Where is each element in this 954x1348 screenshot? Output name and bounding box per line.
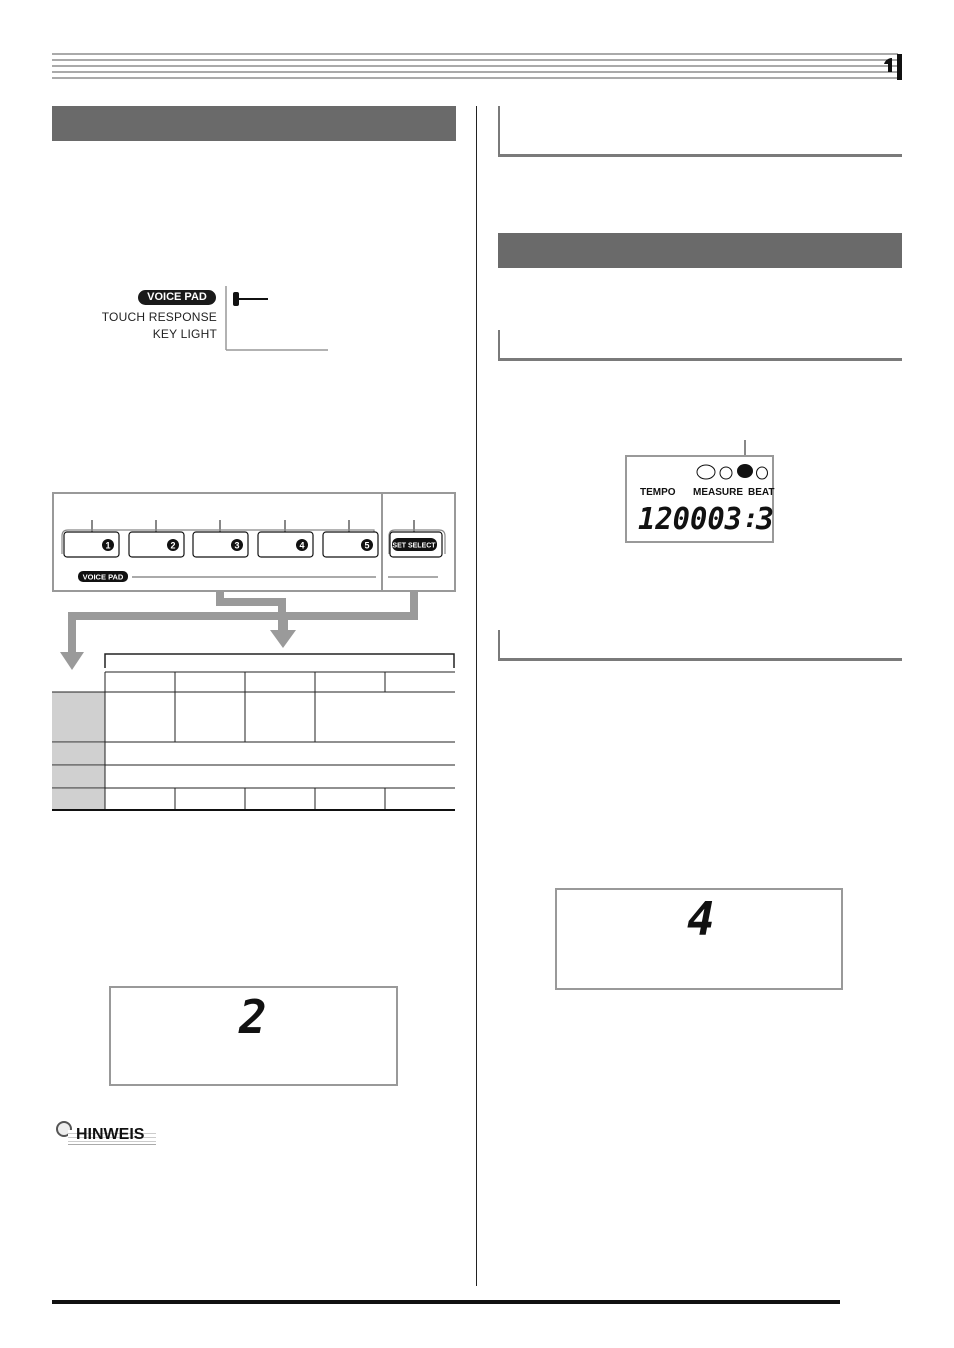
beat-value: 3	[756, 502, 775, 537]
sub-heading-bar-3	[498, 630, 902, 661]
measure-label: MEASURE	[693, 487, 744, 498]
indicator-bracket	[224, 286, 332, 354]
key-light-label: KEY LIGHT	[152, 327, 217, 341]
svg-text::: :	[743, 504, 759, 534]
set-select-button-label: SET SELECT	[392, 542, 436, 550]
pad-button-5-number: 5	[364, 540, 370, 551]
tempo-label: TEMPO	[640, 487, 676, 498]
header-staff-lines	[52, 52, 902, 80]
measure-value: 003	[690, 502, 742, 537]
lcd-display-left	[109, 986, 398, 1086]
beat-label: BEAT	[748, 487, 775, 498]
lcd-display-right	[555, 888, 843, 990]
hinweis-note	[54, 1120, 156, 1146]
indicator-marker-icon	[233, 292, 239, 306]
hinweis-label: HINWEIS	[76, 1126, 145, 1143]
voice-pad-panel-label: VOICE PAD	[82, 572, 124, 582]
section-heading-bar-left	[52, 106, 456, 141]
voice-pad-table	[52, 650, 456, 812]
lcd-digit: 4	[687, 892, 715, 946]
touch-response-label: TOUCH RESPONSE	[101, 310, 217, 324]
lcd-tempo-display	[620, 438, 780, 546]
lcd-digit: 2	[239, 990, 268, 1044]
pad-button-1-number: 1	[105, 540, 111, 551]
pad-button-2-number: 2	[170, 540, 176, 551]
pad-button-3-number: 3	[234, 540, 240, 551]
voice-pad-button-panel	[52, 492, 456, 592]
pad-button-4-number: 4	[299, 540, 305, 551]
section-heading-bar-right	[498, 233, 902, 268]
footer-rule	[52, 1300, 840, 1304]
sub-heading-bar-1	[498, 106, 902, 157]
tempo-value: 120	[638, 502, 690, 537]
voice-pad-label: VOICE PAD	[138, 290, 216, 305]
sub-heading-bar-2	[498, 330, 902, 361]
column-divider	[476, 106, 477, 1286]
